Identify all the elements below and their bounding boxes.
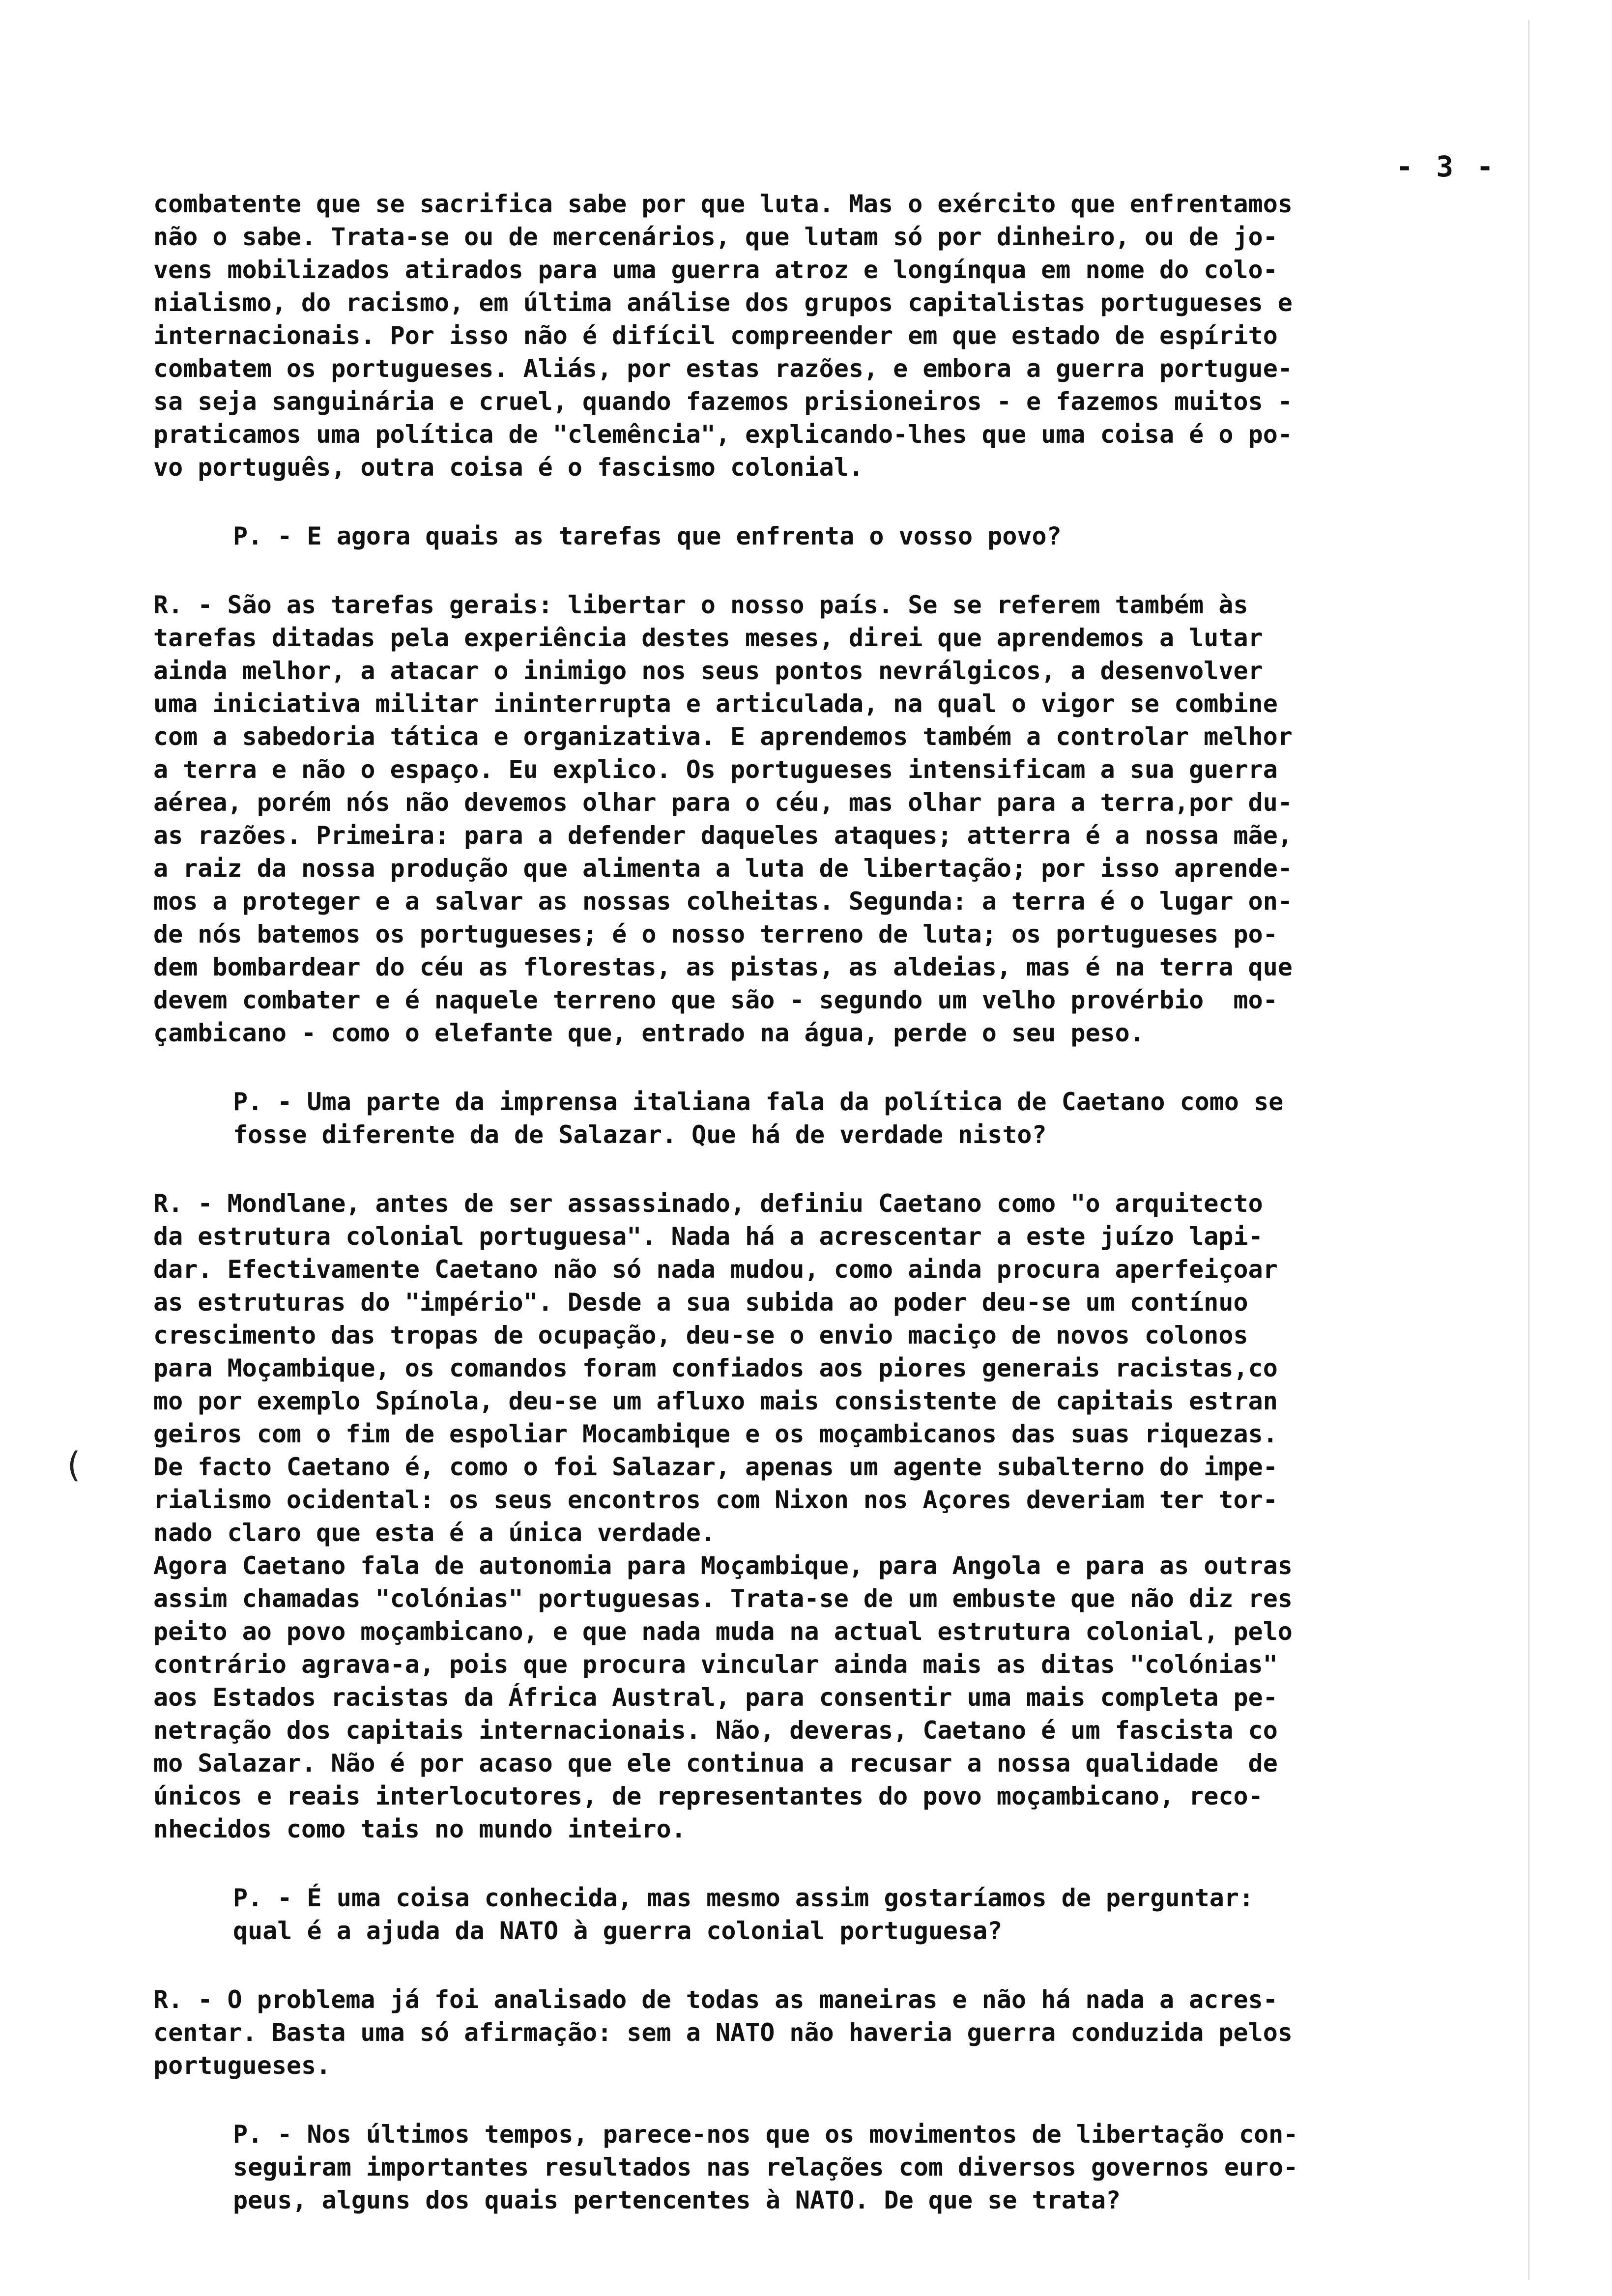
text-line: portugueses. (153, 2051, 331, 2080)
text-line: dar. Efectivamente Caetano não só nada mudou, como ainda procura aperfeiçoar (153, 1255, 1278, 1284)
text-line: R. - Mondlane, antes de ser assassinado, definiu Caetano como "o arquitecto (153, 1189, 1263, 1218)
text-line: as razões. Primeira: para a defender daqueles ataques; atterra é a nossa mãe, (153, 821, 1293, 850)
text-line: vo português, outra coisa é o fascismo colonial. (153, 453, 864, 482)
text-line: dem bombardear do céu as florestas, as pistas, as aldeias, mas é na terra que (153, 953, 1293, 981)
text-line: P. - Nos últimos tempos, parece-nos que os movimentos de libertação con- (233, 2120, 1298, 2149)
text-line: nado claro que esta é a única verdade. (153, 1519, 716, 1547)
text-line: a terra e não o espaço. Eu explico. Os portugueses intensificam a sua guerra (153, 755, 1278, 784)
text-line: não o sabe. Trata-se ou de mercenários, que lutam só por dinheiro, ou de jo- (153, 223, 1278, 251)
paragraph-gap (153, 2082, 1480, 2118)
text-line: mo por exemplo Spínola, deu-se um afluxo mais consistente de capitais estran (153, 1387, 1278, 1415)
paragraph-gap (153, 484, 1480, 520)
text-line: çambicano - como o elefante que, entrado na água, perde o seu peso. (153, 1019, 1145, 1047)
text-line: para Moçambique, os comandos foram confiados aos piores generais racistas,co (153, 1354, 1278, 1382)
question-paragraph (153, 2118, 1480, 2217)
text-line: mo Salazar. Não é por acaso que ele continua a recusar a nossa qualidade de (153, 1749, 1278, 1778)
page-number: - 3 - (1396, 150, 1497, 183)
margin-mark: ( (63, 1445, 84, 1485)
text-line: netração dos capitais internacionais. Não, deveras, Caetano é um fascista co (153, 1716, 1278, 1745)
paragraph-gap (153, 553, 1480, 589)
text-line: contrário agrava-a, pois que procura vincular ainda mais as ditas "colónias" (153, 1650, 1278, 1679)
text-line: assim chamadas "colónias" portuguesas. Trata-se de um embuste que não diz res (153, 1584, 1293, 1613)
question-paragraph (153, 1086, 1480, 1151)
text-line: De facto Caetano é, como o foi Salazar, apenas um agente subalterno do impe- (153, 1453, 1278, 1481)
answer-paragraph (153, 1983, 1480, 2082)
text-line: R. - O problema já foi analisado de todas as maneiras e não há nada a acres- (153, 1985, 1278, 2014)
page-edge-line (1528, 20, 1529, 2280)
question-paragraph (153, 520, 1480, 553)
text-line: internacionais. Por isso não é difícil compreender em que estado de espírito (153, 321, 1278, 350)
text-line: sa seja sanguinária e cruel, quando fazemos prisioneiros - e fazemos muitos - (153, 387, 1293, 416)
text-line: tarefas ditadas pela experiência destes meses, direi que aprendemos a lutar (153, 624, 1263, 652)
text-line: combatem os portugueses. Aliás, por estas razões, e embora a guerra portugue- (153, 354, 1293, 383)
text-line: da estrutura colonial portuguesa". Nada há a acrescentar a este juízo lapi- (153, 1222, 1263, 1251)
paragraph-gap (153, 1948, 1480, 1983)
answer-paragraph (153, 1187, 1480, 1846)
text-line: crescimento das tropas de ocupação, deu-se o envio maciço de novos colonos (153, 1321, 1248, 1349)
text-line: mos a proteger e a salvar as nossas colheitas. Segunda: a terra é o lugar on- (153, 887, 1293, 916)
document-body (153, 188, 1480, 2217)
paragraph-gap (153, 1846, 1480, 1882)
text-line: R. - São as tarefas gerais: libertar o nosso país. Se se referem também às (153, 591, 1248, 619)
text-line: peito ao povo moçambicano, e que nada muda na actual estrutura colonial, pelo (153, 1617, 1293, 1646)
text-line: ainda melhor, a atacar o inimigo nos seus pontos nevrálgicos, a desenvolver (153, 657, 1263, 685)
text-line: P. - Uma parte da imprensa italiana fala da política de Caetano como se (233, 1088, 1284, 1116)
answer-paragraph (153, 188, 1480, 484)
text-line: a raiz da nossa produção que alimenta a luta de libertação; por isso aprende- (153, 854, 1293, 883)
text-line: uma iniciativa militar ininterrupta e articulada, na qual o vigor se combine (153, 689, 1278, 718)
paragraph-gap (153, 1050, 1480, 1086)
text-line: qual é a ajuda da NATO à guerra colonial portuguesa? (233, 1917, 1003, 1945)
text-line: rialismo ocidental: os seus encontros com Nixon nos Açores deveriam ter tor- (153, 1486, 1278, 1514)
text-line: P. - E agora quais as tarefas que enfrenta o vosso povo? (233, 522, 1062, 550)
text-line: nhecidos como tais no mundo inteiro. (153, 1815, 686, 1843)
text-line: únicos e reais interlocutores, de representantes do povo moçambicano, reco- (153, 1782, 1263, 1810)
text-line: aos Estados racistas da África Austral, para consentir uma mais completa pe- (153, 1683, 1278, 1712)
text-line: fosse diferente da de Salazar. Que há de verdade nisto? (233, 1120, 1047, 1149)
text-line: as estruturas do "império". Desde a sua subida ao poder deu-se um contínuo (153, 1288, 1248, 1317)
text-line: peus, alguns dos quais pertencentes à NATO. De que se trata? (233, 2186, 1121, 2214)
text-line: aérea, porém nós não devemos olhar para o céu, mas olhar para a terra,por du- (153, 788, 1293, 817)
text-line: com a sabedoria tática e organizativa. E aprendemos também a controlar melhor (153, 722, 1293, 751)
text-line: seguiram importantes resultados nas relações com diversos governos euro- (233, 2153, 1298, 2181)
text-line: devem combater e é naquele terreno que são - segundo um velho provérbio mo- (153, 986, 1278, 1014)
text-line: combatente que se sacrifica sabe por que luta. Mas o exército que enfrentamos (153, 190, 1293, 218)
text-line: geiros com o fim de espoliar Mocambique e os moçambicanos das suas riquezas. (153, 1420, 1278, 1448)
text-line: nialismo, do racismo, em última análise dos grupos capitalistas portugueses e (153, 288, 1293, 317)
answer-paragraph (153, 589, 1480, 1050)
text-line: P. - É uma coisa conhecida, mas mesmo assim gostaríamos de perguntar: (233, 1884, 1254, 1912)
text-line: vens mobilizados atirados para uma guerra atroz e longínqua em nome do colo- (153, 256, 1278, 284)
question-paragraph (153, 1882, 1480, 1948)
paragraph-gap (153, 1151, 1480, 1187)
text-line: de nós batemos os portugueses; é o nosso terreno de luta; os portugueses po- (153, 920, 1278, 948)
text-line: centar. Basta uma só afirmação: sem a NATO não haveria guerra conduzida pelos (153, 2018, 1293, 2047)
text-line: praticamos uma política de "clemência", explicando-lhes que uma coisa é o po- (153, 420, 1293, 449)
text-line: Agora Caetano fala de autonomia para Moçambique, para Angola e para as outras (153, 1551, 1293, 1580)
